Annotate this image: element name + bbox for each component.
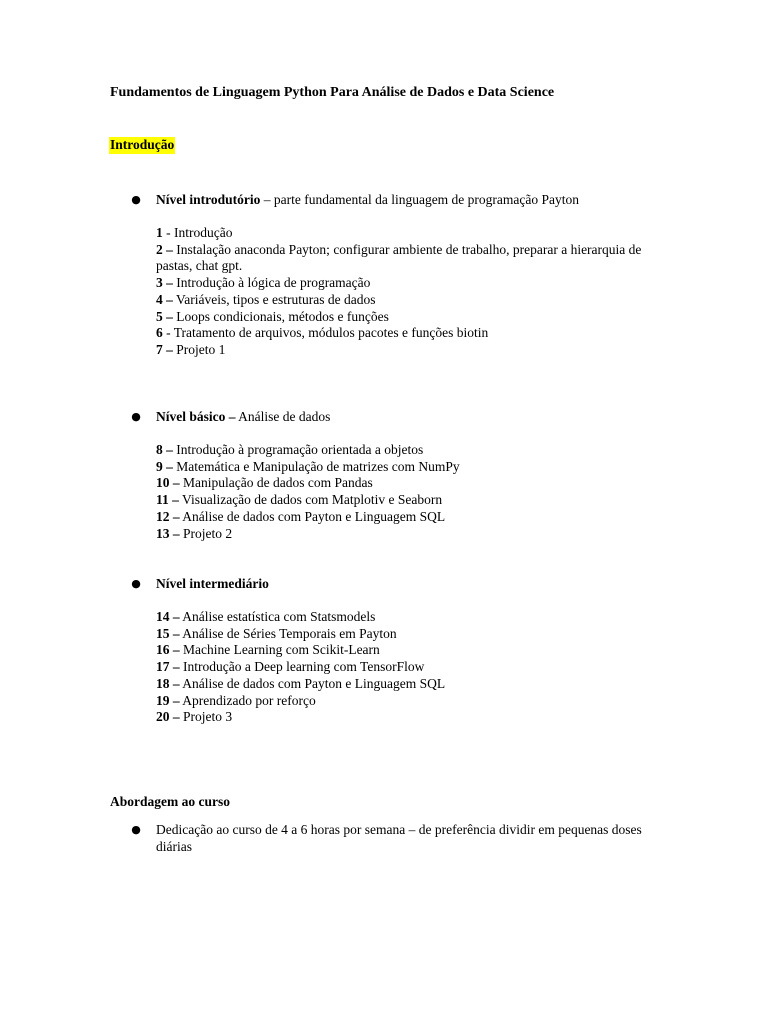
list-item: 20 – Projeto 3 xyxy=(156,709,233,725)
list-item: 18 – Análise de dados com Payton e Linguagem SQL xyxy=(156,675,446,691)
level-name: Nível intermediário xyxy=(156,576,269,591)
list-item: 9 – Matemática e Manipulação de matrizes com NumPy xyxy=(156,458,460,474)
intro-heading-highlighted: Introdução xyxy=(110,137,175,152)
level-intermediate-list xyxy=(156,609,676,726)
list-item: 17 – Introdução a Deep learning com TensorFlow xyxy=(156,659,425,675)
list-item: 11 – Visualização de dados com Matplotiv e Seaborn xyxy=(156,492,443,508)
level-desc: – parte fundamental da linguagem de programação Payton xyxy=(260,192,580,207)
list-item: 4 – Variáveis, tipos e estruturas de dados xyxy=(156,291,376,307)
list-item: 2 – Instalação anaconda Payton; configurar ambiente de trabalho, preparar a hierarquia de pastas, chat gpt. xyxy=(156,241,642,274)
list-item: 10 – Manipulação de dados com Pandas xyxy=(156,475,373,491)
level-name: Nível básico – xyxy=(156,409,236,424)
bullet-icon: ● xyxy=(131,823,141,836)
document-title: Fundamentos de Linguagem Python Para Análise de Dados e Data Science xyxy=(110,85,555,100)
list-item: 3 – Introdução à lógica de programação xyxy=(156,275,371,291)
list-item: 6 - Tratamento de arquivos, módulos pacotes e funções biotin xyxy=(156,325,489,341)
list-item: 5 – Loops condicionais, métodos e funções xyxy=(156,308,389,324)
level-intro-header xyxy=(156,192,579,209)
list-item: 7 – Projeto 1 xyxy=(156,341,226,357)
bullet-icon: ● xyxy=(131,577,141,590)
bullet-icon: ● xyxy=(131,193,141,206)
level-desc: Análise de dados xyxy=(235,409,331,424)
list-item: 19 – Aprendizado por reforço xyxy=(156,692,316,708)
list-item: 13 – Projeto 2 xyxy=(156,525,233,541)
approach-heading: Abordagem ao curso xyxy=(110,794,230,809)
level-name: Nível introdutório xyxy=(156,192,261,207)
level-intro-list xyxy=(156,225,676,359)
list-item: 12 – Análise de dados com Payton e Linguagem SQL xyxy=(156,508,446,524)
approach-bullet-text: Dedicação ao curso de 4 a 6 horas por semana – de preferência dividir em pequenas doses diárias xyxy=(156,822,642,854)
list-item: 1 - Introdução xyxy=(156,225,233,240)
level-basic-list xyxy=(156,442,676,542)
list-item: 16 – Machine Learning com Scikit-Learn xyxy=(156,642,380,658)
list-item: 8 – Introdução à programação orientada a objetos xyxy=(156,442,424,457)
bullet-icon: ● xyxy=(131,410,141,423)
list-item: 14 – Análise estatística com Statsmodels xyxy=(156,609,376,624)
level-intermediate-header xyxy=(156,576,269,593)
level-basic-header xyxy=(156,409,330,426)
list-item: 15 – Análise de Séries Temporais em Payton xyxy=(156,625,397,641)
